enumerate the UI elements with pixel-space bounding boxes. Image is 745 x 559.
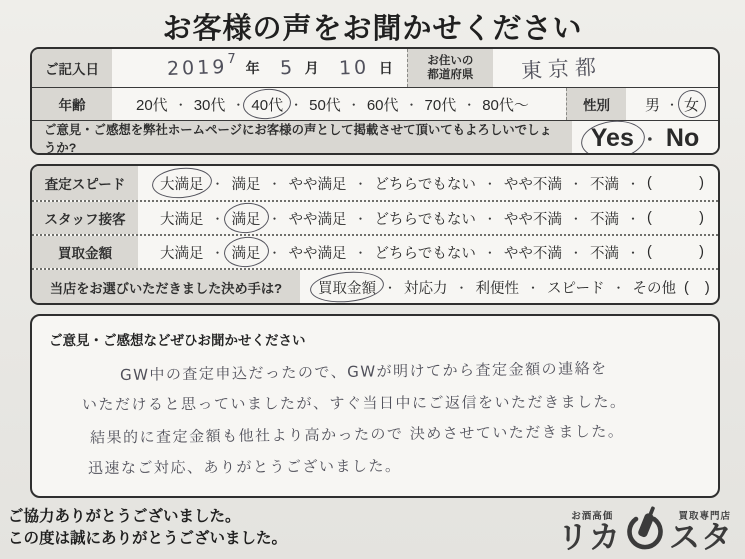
handwritten-year: 2019 (166, 55, 228, 81)
option-どちらでもない: どちらでもない (374, 211, 476, 228)
comment-line-4: 迅速なご対応、ありがとうございました。 (87, 456, 402, 477)
option-separator: ・ (626, 211, 639, 226)
option-買取金額: 買取金額 (318, 277, 376, 298)
option-やや不満: やや不満 (503, 176, 562, 193)
option-separator: ・ (569, 176, 582, 191)
option-separator: ・ (569, 245, 582, 260)
option-separator: ・ (384, 281, 397, 295)
option-不満: 不満 (589, 245, 619, 262)
option-separator: ・ (211, 245, 224, 260)
shop-logo (557, 503, 733, 555)
option-満足: 満足 (232, 208, 261, 229)
option-separator: ・ (527, 281, 540, 295)
option-separator: ・ (483, 245, 496, 260)
date-label: ご記入日 (32, 49, 112, 87)
option-30代: 30代 (193, 96, 226, 114)
handwritten-month: 5 (279, 56, 296, 80)
gender-label: 性別 (566, 88, 626, 120)
option-やや不満: やや不満 (503, 211, 562, 228)
comment-line-2: いただけると思っていましたが、すぐ当日中にご返信をいただきました。 (81, 392, 627, 414)
rating-options (138, 236, 718, 268)
age-label: 年齢 (32, 88, 112, 120)
option-やや満足: やや満足 (288, 211, 347, 228)
prefecture-label-line2: 都道府県 (427, 69, 474, 81)
option-separator: ・ (626, 176, 639, 191)
decision-factor-options (300, 270, 720, 305)
option-対応力: 対応力 (404, 281, 448, 297)
option-50代: 50代 (309, 96, 341, 114)
comment-line-1: GW中の査定申込だったので、GWが明けてから査定金額の連絡を (119, 359, 608, 385)
option-満足: 満足 (232, 242, 261, 263)
option-separator: ・ (354, 245, 367, 260)
option-separator: ・ (211, 176, 224, 191)
option-満足: 満足 (231, 176, 261, 193)
handwritten-prefecture: 東京都 (520, 54, 603, 84)
rating-label: 査定スピード (32, 166, 138, 200)
prefecture-label (407, 49, 493, 87)
comments-header: ご意見・ご感想などぜひお聞かせください (49, 333, 306, 348)
option-大満足: 大満足 (160, 173, 204, 194)
publish-consent-row (32, 120, 718, 155)
option-separator: ・ (569, 211, 582, 226)
footer-thanks-line1: ご協力ありがとうございました。 (8, 508, 241, 525)
open-paren: ( (646, 244, 652, 260)
option-separator: ・ (354, 211, 367, 226)
logo-tagline-left: お酒高価 (571, 511, 614, 523)
rating-options (138, 202, 718, 234)
logo-name-left: リカ (557, 520, 621, 556)
option-separator: ・ (174, 97, 187, 112)
option-大満足: 大満足 (160, 245, 204, 262)
option-separator: ・ (641, 131, 658, 149)
date-row (32, 49, 718, 87)
option-やや満足: やや満足 (288, 176, 347, 193)
option-大満足: 大満足 (160, 211, 204, 228)
option-不満: 不満 (589, 211, 619, 228)
option-80代〜: 80代〜 (482, 96, 529, 114)
close-paren: ) (704, 279, 710, 296)
prefecture-field (493, 49, 718, 87)
gender-options (626, 88, 718, 120)
option-60代: 60代 (366, 96, 399, 114)
option-separator: ・ (665, 97, 678, 112)
ratings-box (30, 164, 720, 305)
option-separator: ・ (483, 176, 496, 191)
logo-name-right: スタ (669, 520, 733, 556)
option-No: No (665, 123, 700, 152)
option-separator: ・ (354, 176, 367, 191)
ratings-rows (32, 166, 718, 268)
logo-tagline-right: 買取専門店 (678, 511, 731, 523)
handwritten-day: 10 (338, 56, 370, 80)
rating-options (138, 166, 718, 200)
rating-label: 買取金額 (32, 236, 138, 268)
rating-row-査定スピード (32, 166, 718, 200)
option-どちらでもない: どちらでもない (374, 245, 476, 262)
decision-factor-row (32, 268, 718, 305)
option-やや満足: やや満足 (288, 245, 347, 262)
handwritten-year-correction: 7 (227, 51, 236, 67)
open-paren: ( (646, 175, 652, 191)
month-suffix: 月 (304, 60, 319, 76)
option-Yes: Yes (590, 123, 634, 152)
option-やや不満: やや不満 (503, 245, 562, 262)
open-paren: ( (646, 210, 652, 226)
option-separator: ・ (455, 281, 468, 295)
bottle-power-icon (622, 503, 668, 555)
close-paren: ) (699, 244, 704, 260)
option-20代: 20代 (136, 96, 168, 114)
option-separator: ・ (612, 281, 625, 295)
age-options (112, 88, 566, 120)
option-separator: ・ (463, 97, 476, 112)
footer-thanks-line2: この度は誠にありがとうございました。 (8, 530, 288, 548)
footer-thanks (8, 506, 287, 551)
option-separator: ・ (290, 97, 303, 112)
open-paren: ( (683, 279, 689, 296)
option-40代: 40代 (251, 94, 283, 115)
option-70代: 70代 (424, 96, 457, 114)
publish-consent-options (572, 121, 718, 155)
option-男: 男 (644, 96, 660, 114)
prefecture-label-line1: お住いの (427, 54, 474, 67)
respondent-info-box (30, 47, 720, 155)
rating-row-スタッフ接客 (32, 200, 718, 234)
option-separator: ・ (268, 176, 281, 191)
publish-consent-question: ご意見・ご感想を弊社ホームページにお客様の声として掲載させて頂いてもよろしいでしょうか? (32, 121, 572, 155)
option-利便性: 利便性 (475, 281, 520, 297)
logo-left-column (557, 508, 621, 555)
close-paren: ) (699, 210, 704, 226)
option-separator: ・ (347, 97, 360, 112)
option-separator: ・ (268, 245, 281, 260)
close-paren: ) (699, 175, 704, 191)
option-separator: ・ (626, 245, 639, 260)
option-separator: ・ (232, 97, 245, 112)
rating-label: スタッフ接客 (32, 202, 138, 234)
date-field (112, 49, 407, 87)
year-suffix: 年 (245, 60, 260, 76)
option-separator: ・ (211, 211, 224, 226)
comments-box (30, 314, 720, 498)
page-title: お客様の声をお聞かせください (162, 13, 583, 45)
option-separator: ・ (268, 211, 281, 226)
option-スピード: スピード (547, 281, 605, 297)
option-不満: 不満 (589, 176, 619, 193)
option-どちらでもない: どちらでもない (374, 176, 476, 193)
comment-line-3: 結果的に査定金額も他社より高かったので 決めさせていただきました。 (89, 422, 625, 447)
option-その他: その他 (632, 281, 676, 297)
option-separator: ・ (483, 211, 496, 226)
logo-right-column (669, 508, 733, 555)
day-suffix: 日 (378, 60, 393, 76)
age-row (32, 87, 718, 120)
option-女: 女 (684, 94, 699, 115)
rating-row-買取金額 (32, 234, 718, 268)
option-separator: ・ (405, 97, 418, 112)
handwritten-comments (32, 349, 718, 477)
decision-factor-label: 当店をお選びいただきました決め手は? (32, 270, 300, 305)
